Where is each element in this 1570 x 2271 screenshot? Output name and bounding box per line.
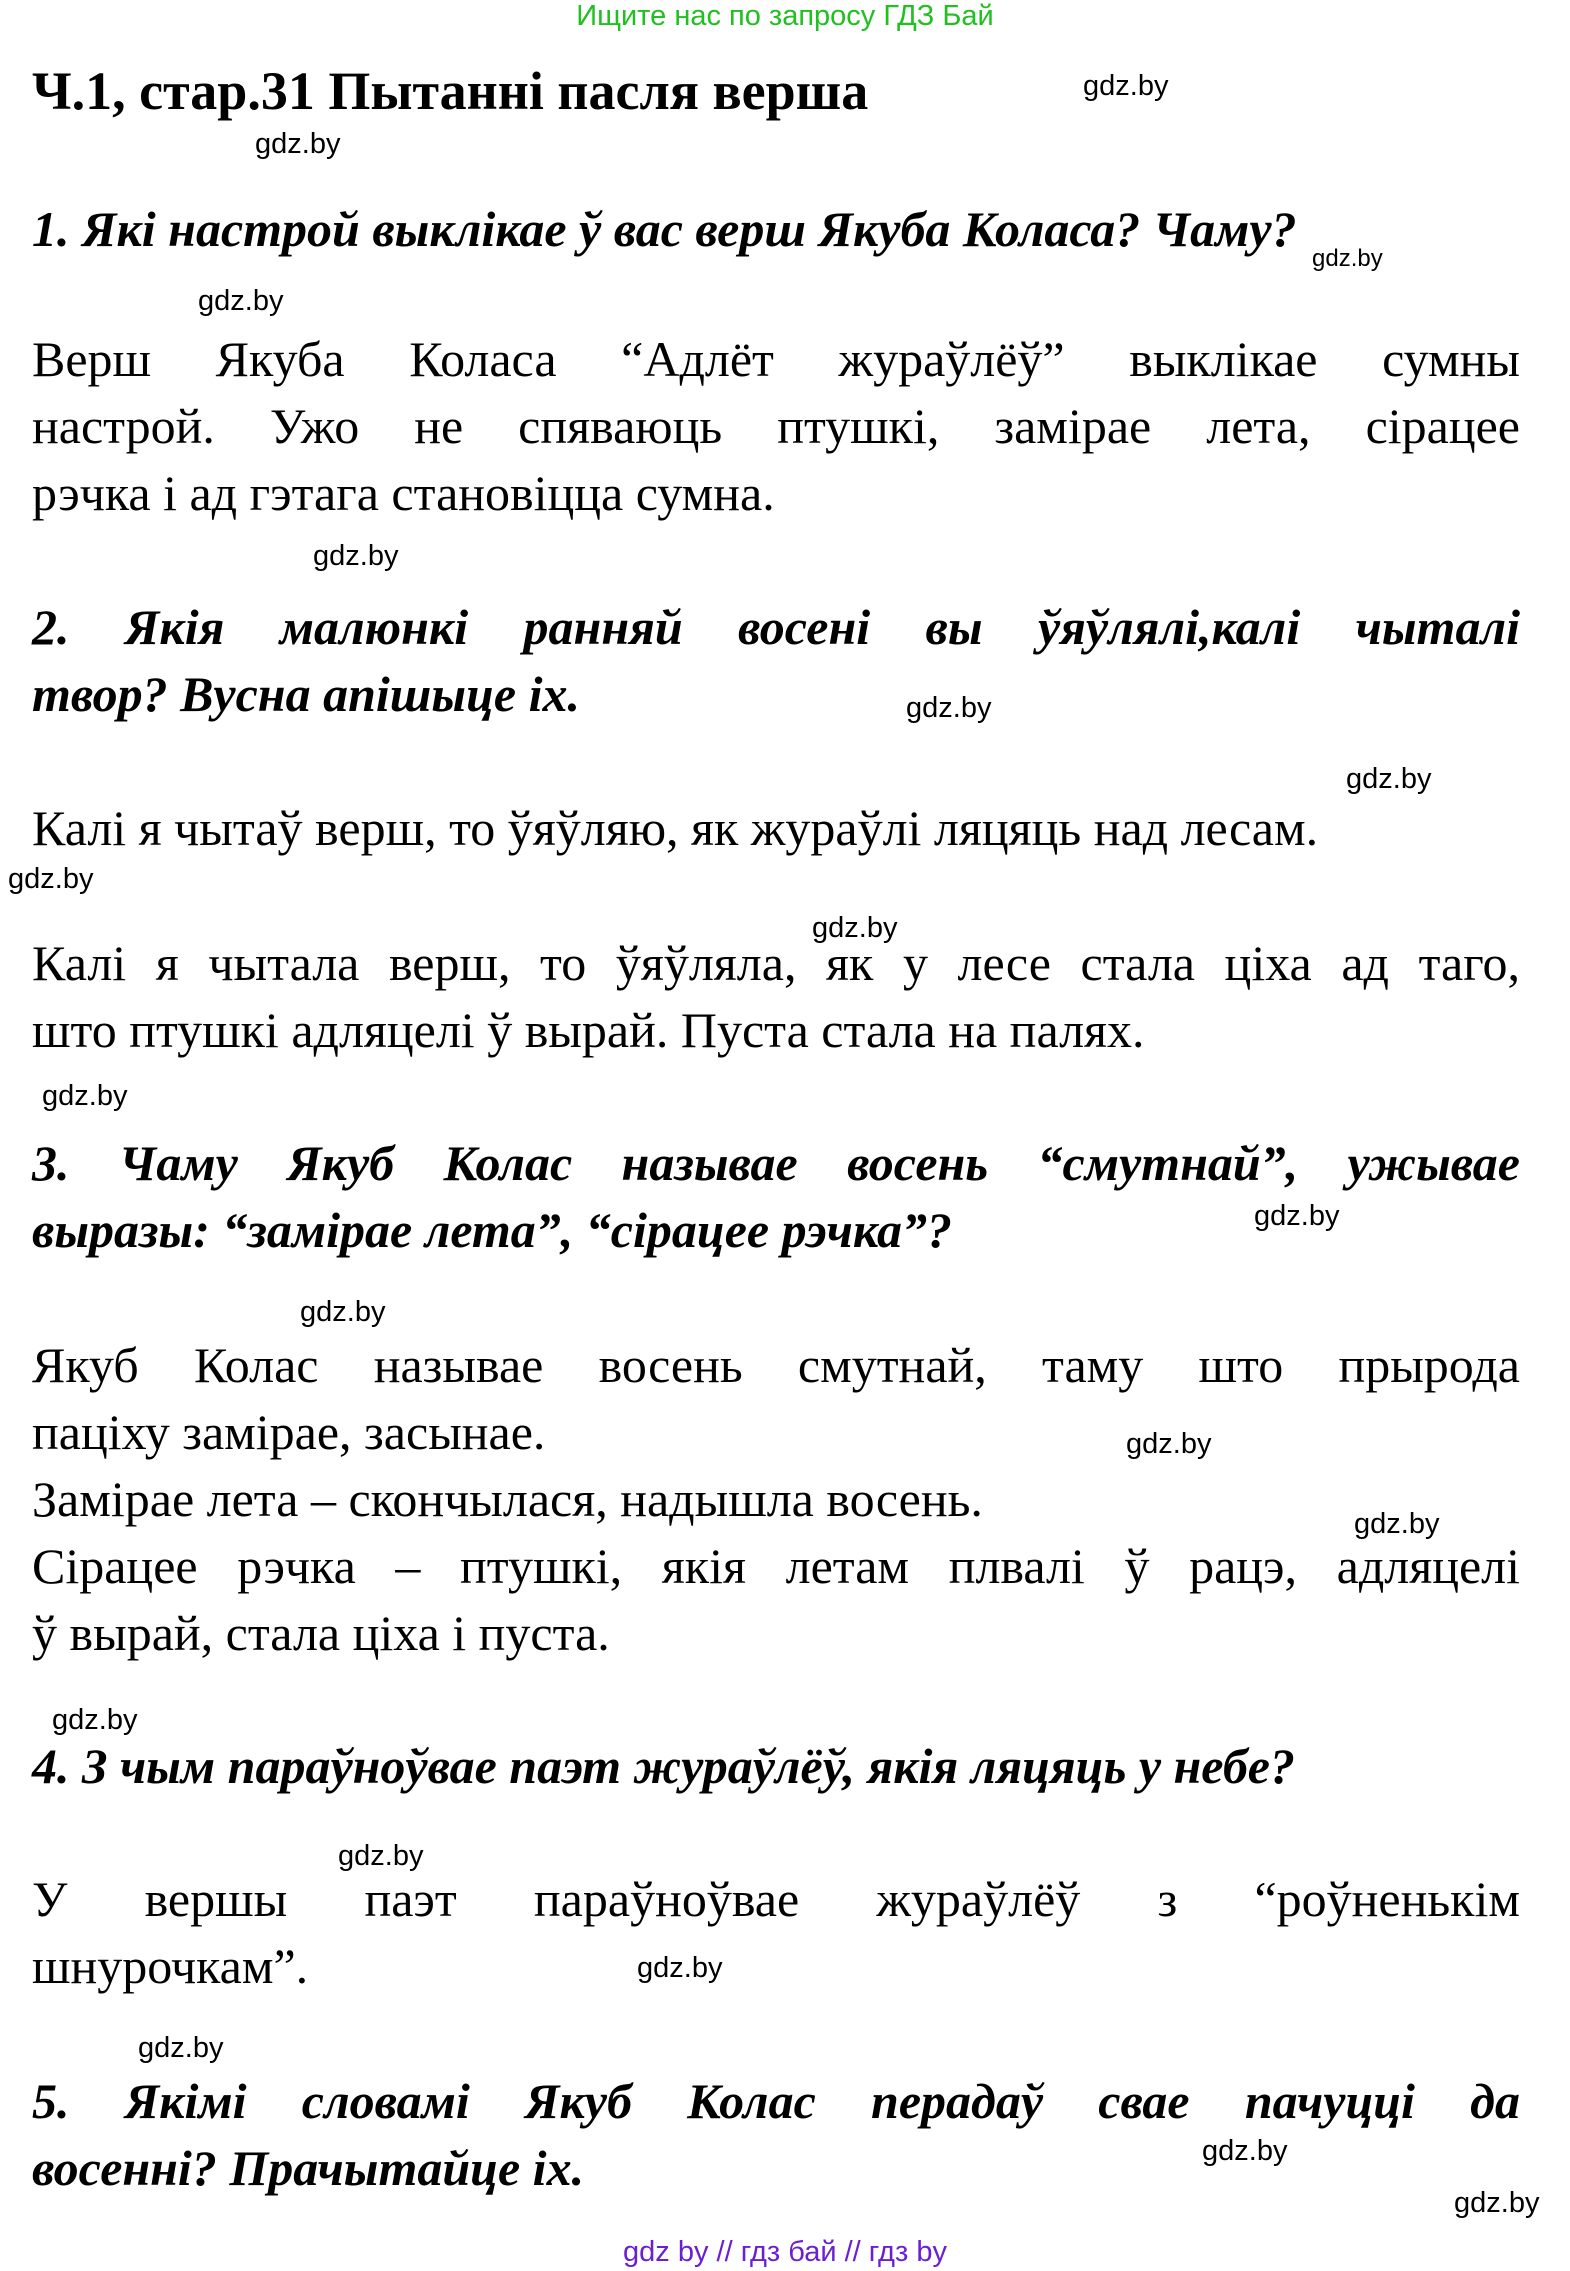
answer-3-line-3: Замірае лета – скончылася, надышла восень. [32, 1471, 983, 1527]
answer-4 [32, 1866, 1520, 2000]
answer-2a [32, 795, 1520, 862]
answer-4-line-1: У вершы паэт параўноўвае жураўлёў з “роўненькім [32, 1871, 1520, 1927]
watermark: gdz.by [1083, 70, 1169, 102]
answer-2b-line-2: што птушкі адляцелі ў вырай. Пуста стала на палях. [32, 1002, 1145, 1058]
question-5 [32, 2068, 1520, 2202]
watermark: gdz.by [52, 1704, 138, 1736]
watermark: gdz.by [812, 912, 898, 944]
question-2-line-2: твор? Вусна апішыце іх. [32, 666, 580, 722]
watermark: gdz.by [1312, 245, 1383, 272]
answer-2b [32, 930, 1520, 1064]
question-3-line-1: 3. Чаму Якуб Колас называе восень “смутнай”, ужывае [32, 1135, 1520, 1191]
question-4-line-1: 4. З чым параўноўвае паэт жураўлёў, якія ляцяць у небе? [32, 1738, 1295, 1794]
question-1-line-1: 1. Які настрой выклікае ў вас верш Якуба Коласа? Чаму? [32, 201, 1297, 257]
answer-3-line-1: Якуб Колас называе восень смутнай, таму што прырода [32, 1337, 1520, 1393]
question-3 [32, 1130, 1520, 1264]
answer-1 [32, 326, 1520, 527]
page-title: Ч.1, стар.31 Пытанні пасля верша [32, 61, 869, 121]
watermark: gdz.by [906, 692, 992, 724]
answer-3-line-2: паціху замірае, засынае. [32, 1404, 546, 1460]
watermark: gdz.by [1126, 1428, 1212, 1460]
question-1 [32, 196, 1520, 263]
answer-1-line-2: настрой. Ужо не спяваюць птушкі, замірае лета, сірацее [32, 398, 1520, 454]
watermark: gdz.by [300, 1296, 386, 1328]
answer-1-line-3: рэчка і ад гэтага становіцца сумна. [32, 465, 775, 521]
watermark: gdz.by [198, 285, 284, 317]
answer-3 [32, 1332, 1520, 1667]
watermark: gdz.by [8, 863, 94, 895]
watermark: gdz.by [637, 1952, 723, 1984]
watermark: gdz.by [255, 128, 341, 160]
watermark: gdz.by [338, 1840, 424, 1872]
watermark: gdz.by [1346, 763, 1432, 795]
answer-2a-line-1: Калі я чытаў верш, то ўяўляю, як жураўлі ляцяць над лесам. [32, 800, 1319, 856]
question-3-line-2: выразы: “замірае лета”, “сірацее рэчка”? [32, 1202, 953, 1258]
answer-1-line-1: Верш Якуба Коласа “Адлёт жураўлёў” выклікае сумны [32, 331, 1520, 387]
watermark: gdz.by [138, 2032, 224, 2064]
question-4 [32, 1733, 1520, 1800]
watermark: gdz.by [1454, 2187, 1540, 2219]
footer-links: gdz by // гдз бай // гдз by [623, 2236, 947, 2268]
watermark: gdz.by [1254, 1200, 1340, 1232]
watermark: gdz.by [42, 1080, 128, 1112]
answer-3-line-5: ў вырай, стала ціха і пуста. [32, 1605, 610, 1661]
watermark: gdz.by [313, 540, 399, 572]
question-2 [32, 594, 1520, 728]
question-2-line-1: 2. Якія малюнкі ранняй восені вы ўяўлялі,калі чыталі [32, 599, 1520, 655]
answer-4-line-2: шнурочкам”. [32, 1938, 309, 1994]
watermark: gdz.by [1202, 2135, 1288, 2167]
top-banner: Ищите нас по запросу ГДЗ Бай [576, 0, 994, 32]
answer-3-line-4: Сірацее рэчка – птушкі, якія летам плвалі ў рацэ, адляцелі [32, 1538, 1520, 1594]
answer-2b-line-1: Калі я чытала верш, то ўяўляла, як у лесе стала ціха ад таго, [32, 935, 1520, 991]
question-5-line-2: восенні? Прачытайце іх. [32, 2140, 585, 2196]
watermark: gdz.by [1354, 1508, 1440, 1540]
question-5-line-1: 5. Якімі словамі Якуб Колас перадаў свае пачуцці да [32, 2073, 1520, 2129]
